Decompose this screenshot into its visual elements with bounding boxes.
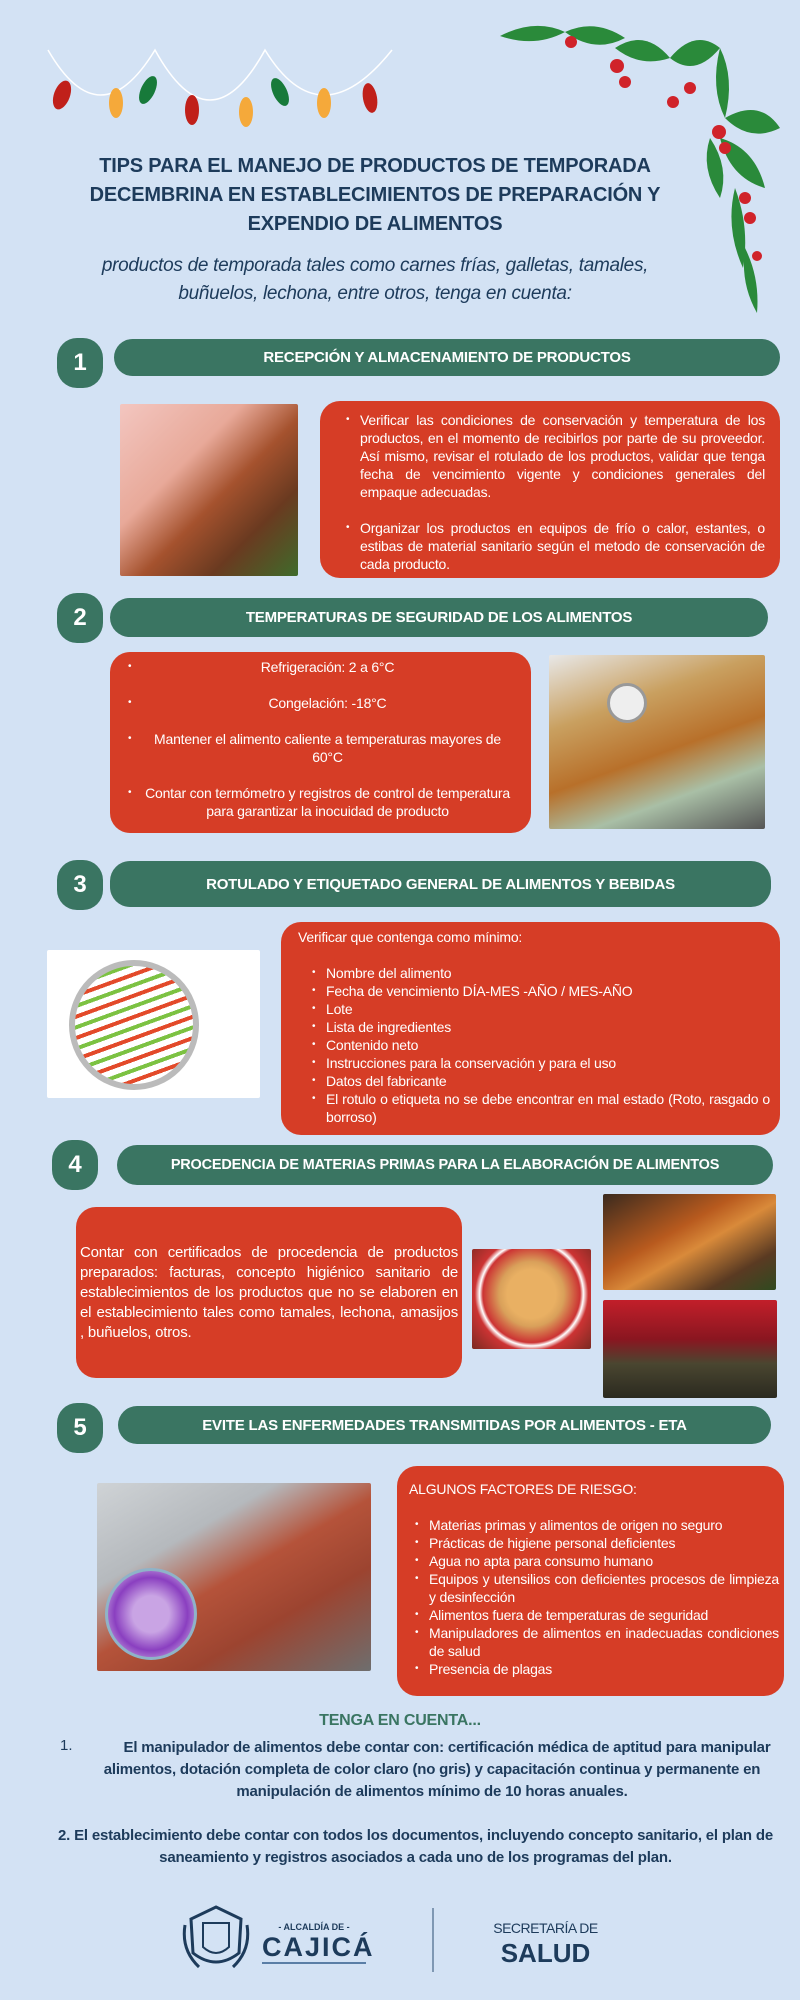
list-item: • Contar con termómetro y registros de control de temperatura para garantizar la inocuidad de producto [126,784,513,820]
subtitle-line: productos de temporada tales como carnes frías, galletas, tamales, [101,255,649,276]
list-item: • Refrigeración: 2 a 6°C [126,658,513,676]
sausages-bacteria-image [97,1483,371,1671]
list-item: • Nombre del alimento [310,964,770,982]
title-line: TIPS PARA EL MANEJO DE PRODUCTOS DE TEMPORADA [99,155,651,177]
page-title [40,152,710,239]
subtitle-line: buñuelos, lechona, entre otros, tenga en cuenta: [178,283,572,304]
tamales-image [603,1300,777,1398]
section-3-content [281,922,780,1135]
section-1-number: 1 [57,338,103,388]
note-2: 2. El establecimiento debe contar con todos los documentos, incluyendo concepto sanitario, el plan de saneamiento y registros asociados a cada uno de los programas del plan. [58,1827,773,1866]
logo-alcaldia-label: - ALCALDÍA DE - [278,1922,350,1932]
cold-cuts-ham-image [120,404,298,576]
section-4-header: PROCEDENCIA DE MATERIAS PRIMAS PARA LA ELABORACIÓN DE ALIMENTOS [117,1145,773,1185]
section-5-intro: ALGUNOS FACTORES DE RIESGO: [409,1481,637,1497]
note-1: El manipulador de alimentos debe contar con: certificación médica de aptitud para manipular alimentos, dotación completa de color claro (no gris) y capacitación continua y permanente en manipulación de alimentos mínimo de 10 horas anuales. [103,1739,771,1800]
list-item: • Datos del fabricante [310,1072,770,1090]
section-5-header: EVITE LAS ENFERMEDADES TRANSMITIDAS POR ALIMENTOS - ETA [118,1406,771,1444]
list-item: • Verificar las condiciones de conservación y temperatura de los productos, en el momento de recibirlos por parte de su proveedor. Así mismo, revisar el rotulado de los productos, validar que tenga fecha de vencimiento vigente y condiciones generales del empaque adecuadas. [344,411,765,501]
list-item: • Presencia de plagas [413,1660,779,1678]
section-2-header: TEMPERATURAS DE SEGURIDAD DE LOS ALIMENTOS [110,598,768,637]
list-item: • Prácticas de higiene personal deficientes [413,1534,779,1552]
title-line: EXPENDIO DE ALIMENTOS [247,213,503,235]
logo-salud-label: SALUD [500,1938,591,1968]
list-item: • Materias primas y alimentos de origen no seguro [413,1516,779,1534]
section-3-header: ROTULADO Y ETIQUETADO GENERAL DE ALIMENTOS Y BEBIDAS [110,861,771,907]
bacteria-magnifier-icon [105,1568,197,1660]
title-line: DECEMBRINA EN ESTABLECIMIENTOS DE PREPARACIÓN Y [89,184,661,206]
logo-secretaria-label: SECRETARÍA DE [493,1920,598,1936]
section-1-header: RECEPCIÓN Y ALMACENAMIENTO DE PRODUCTOS [114,339,780,376]
list-item: • Agua no apta para consumo humano [413,1552,779,1570]
bunuelos-image [472,1249,591,1349]
cajica-coat-of-arms-logo [181,1905,251,1973]
list-item: • Lista de ingredientes [310,1018,770,1036]
section-2-number: 2 [57,593,103,643]
logo-divider [432,1908,434,1972]
list-item: • Instrucciones para la conservación y para el uso [310,1054,770,1072]
section-3-number: 3 [57,860,103,910]
section-4-content: Contar con certificados de procedencia de productos preparados: facturas, concepto higiénico sanitario de establecimientos de los productos que no se elaboren en el establecimiento tales como tamales, lechona, amasijos , buñuelos, otros. [76,1207,462,1378]
notes-heading: TENGA EN CUENTA... [319,1712,481,1729]
logo-cajica-label: CAJICÁ [262,1932,375,1962]
section-3-intro: Verificar que contenga como mínimo: [298,929,523,945]
thermometer-icon [607,683,647,723]
section-4-number: 4 [52,1140,98,1190]
list-item: • Congelación: -18°C [126,694,513,712]
page-subtitle [40,252,710,308]
christmas-lights-decoration [40,40,400,140]
list-item: • Equipos y utensilios con deficientes procesos de limpieza y desinfección [413,1570,779,1606]
list-item: • El rotulo o etiqueta no se debe encontrar en mal estado (Roto, rasgado o borroso) [310,1090,770,1126]
list-item: • Lote [310,1000,770,1018]
list-item: • Fecha de vencimiento DÍA-MES -AÑO / MES-AÑO [310,982,770,1000]
list-item: • Organizar los productos en equipos de frío o calor, estantes, o estibas de material sanitario según el metodo de conservación de cada producto. [344,519,765,573]
note-1-number: 1. [60,1737,73,1754]
section-5-content [397,1466,784,1696]
lechona-image [603,1194,776,1290]
list-item: • Manipuladores de alimentos en inadecuadas condiciones de salud [413,1624,779,1660]
section-2-content [110,652,531,833]
magnifying-glass-icon [69,960,199,1090]
list-item: • Mantener el alimento caliente a temperaturas mayores de 60°C [126,730,513,766]
list-item: • Contenido neto [310,1036,770,1054]
section-1-content [320,401,780,578]
section-5-number: 5 [57,1403,103,1453]
list-item: • Alimentos fuera de temperaturas de seguridad [413,1606,779,1624]
magnifier-nutrition-label-image [47,950,260,1098]
roast-chicken-thermometer-image [549,655,765,829]
